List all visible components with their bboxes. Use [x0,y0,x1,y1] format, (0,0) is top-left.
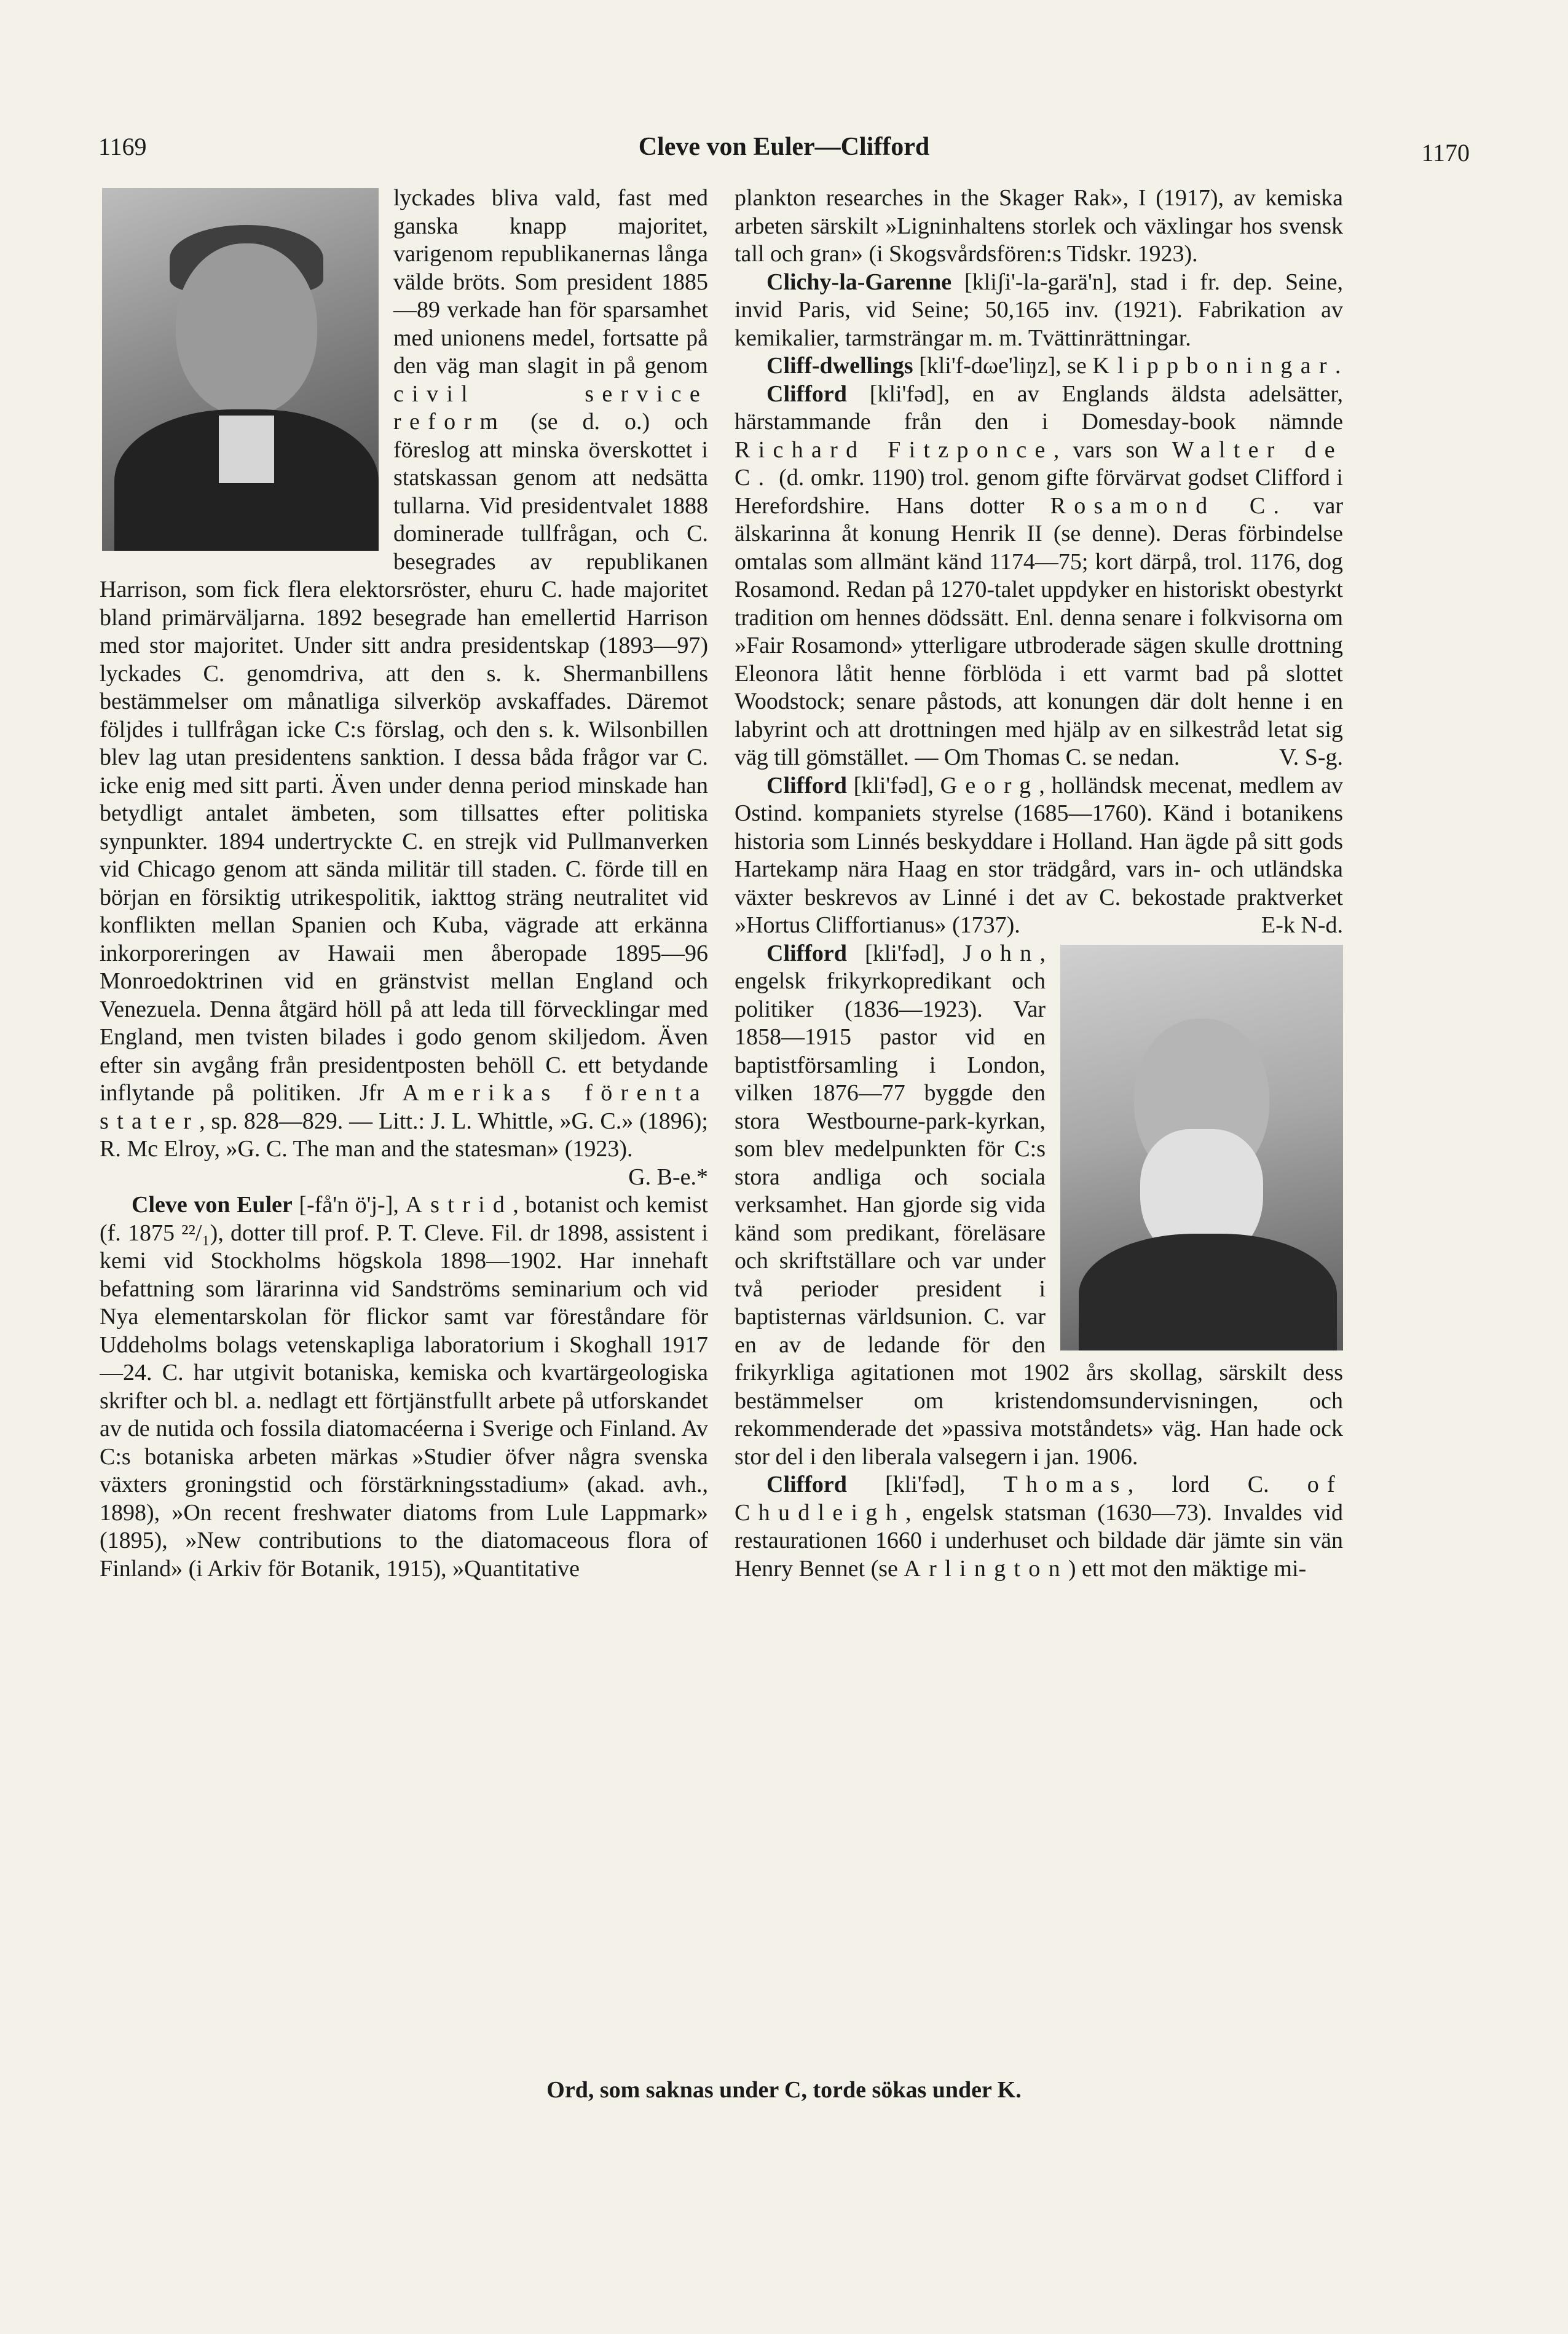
cleveland-article: lyckades bliva vald, fast med ganska knapp majoritet, varigenom republikanernas långa välde bröts. Som president 1885—89 verkade han för sparsamhet med unionens medel, fortsatte på den väg man slagit in på genom civil service reform (se d. o.) och föreslog att minska överskottet i statskassan genom att nedsätta tullarna. Vid presidentvalet 1888 dominerade tullfrågan, och C. besegrades av republikanen Harrison, som fick flera elektorsröster, ehuru C. hade majoritet bland primärväljarna. 1892 besegrade han emellertid Harrison med stor majoritet. Under sitt andra presidentskap (1893—97) lyckades C. genomdriva, att den s. k. Shermanbillens bestämmelser om månatliga silverköp avskaffades. Däremot följdes i tullfrågan icke C:s förslag, och den s. k. Wilsonbillen blev lag utan presidentens sanktion. I dessa båda frågor var C. icke enig med sitt parti. Även under denna period minskade han betydligt antalet ämbeten, som tillsattes efter politiska synpunkter. 1894 undertryckte C. en strejk vid Pullmanverken vid Chicago genom att sända militär till staden. C. förde till en början en försiktig utrikespolitik, iakttog sträng neutralitet vid konflikten mellan Spanien och Kuba, vägrade att erkänna inkorporeringen av Hawaii men åberopade 1895—96 Monroedoktrinen vid en gränstvist mellan England och Venezuela. Denna åtgärd höll på att leda till förvecklingar med England, men tvisten bilades i godo genom skiljedom. Även efter sin avgång från presidentposten behöll C. ett betydande inflytande på politiken. Jfr Amerikas förenta stater, sp. 828—829. — Litt.: J. L. Whittle, »G. C.» (1896); R. Mc Elroy, »G. C. The man and the statesman» (1923). G. B-e.* [100,184,708,1164]
entry-cleve-von-euler: Cleve von Euler [-få'n ö'j-], Astrid, botanist och kemist (f. 1875 ²²/₁), dotter till prof. P. T. Cleve. Fil. dr 1898, assistent i kemi vid Stockholms högskola 1898—1902. Har innehaft befattning som lärarinna vid Sandströms seminarium och vid Nya elementarskolan för flickor samt var föreståndare för Uddeholms bolags vetenskapliga laboratorium i Skoghall 1917—24. C. har utgivit botaniska, kemiska och kvartärgeologiska skrifter och bl. a. nedlagt ett förtjänstfullt arbete på utforskandet av de nutida och fossila diatomacéerna i Sverige och Finland. Av C:s botaniska arbeten märkas »Studier öfver några svenska växters groningstid och förstärkningsstadium» (akad. avh., 1898), »On recent freshwater diatoms from Lule Lappmark» (1895), »New contributions to the diatomaceous flora of Finland» (i Arkiv för Botanik, 1915), »Quantitative [100,1192,708,1582]
portrait-john-clifford [1060,945,1343,1350]
entry-headword: Clifford [766,1472,847,1497]
entry-cliff-dwellings: Cliff-dwellings [kli'f-dωe'liŋz], se Klippboningar. [766,353,1341,379]
portrait-cleveland [102,188,379,551]
entry-headword: Clifford [766,380,847,407]
left-column [100,184,708,2053]
entry-clichy: Clichy-la-Garenne [kliʃi'-la-garä'n], stad i fr. dep. Seine, invid Paris, vid Seine; 50,165 inv. (1921). Fabrikation av kemikalier, tarmsträngar m. m. Tvättinrättningar. [735,269,1343,351]
signature: E-k N-d. [1261,912,1343,938]
entry-headword: Cliff-dwellings [766,353,913,379]
entry-clifford-family: Clifford [kli'fəd], en av Englands äldsta adelsätter, härstammande från den i Domesday-book nämnde Richard Fitzponce, vars son Walter de C. (d. omkr. 1190) trol. genom gifte förvärvat godset Clifford i Herefordshire. Hans dotter Rosamond C. var älskarinna åt konung Henrik II (se denne). Deras förbindelse omtalas som allmänt känd 1174—75; kort därpå, trol. 1176, dog Rosamond. Redan på 1270-talet uppdyker en historiskt obestyrkt tradition om hennes dödssätt. Enl. denna senare i folkvisorna om »Fair Rosamond» ytterligare utbroderade sägen skulle drottning Eleonora låtit henne förblöda i ett varmt bad på slottet Woodstock; senare påstods, att konungen där dolt henne i en labyrint och att drottningen med hjälp av en silkestråd letat sig väg till gömstället. — Om Thomas C. se nedan. V. S-g. [735,380,1343,772]
entry-clifford-john: Clifford [kli'fəd], John, engelsk frikyrkopredikant och politiker (1836—1923). Var 1858—1915 pastor vid en baptistförsamling i London, vilken 1876—77 byggde den stora Westbourne-park-kyrkan, som blev medelpunkten för C:s stora andliga och sociala verksamhet. Han gjorde sig vida känd som predikant, föreläsare och skriftställare och var under två perioder president i baptisternas världsunion. C. var en av de ledande för den frikyrkliga agitationen mot 1902 års skollag, särskilt dess bestämmelser om kristendomsundervisningen, och rekommenderade det »passiva motståndets» väg. Han hade ock stor del i den liberala valsegern i jan. 1906. [735,940,1343,1470]
signature: G. B-e.* [628,1164,708,1190]
page-header [98,126,1470,175]
page-number-right: 1170 [1421,139,1470,167]
running-title: Cleve von Euler—Clifford [638,133,930,161]
signature: V. S-g. [1279,744,1343,770]
entry-headword: Clifford [766,940,847,966]
right-column [735,184,1343,2053]
entry-headword: Clifford [766,772,847,798]
entry-clifford-georg: Clifford [kli'fəd], Georg, holländsk mecenat, medlem av Ostind. kompaniets styrelse (1685—1760). Känd i botanikens historia som Linnés beskyddare i Holland. Han ägde på sitt gods Hartekamp nära Haag en stor trädgård, vars in- och utländska växter beskrevos av Linné i det av C. bekostade praktverket »Hortus Cliffortianus» (1737). E-k N-d. [735,772,1343,940]
entry-clifford-thomas: Clifford [kli'fəd], Thomas, lord C. of Chudleigh, engelsk statsman (1630—73). Invaldes vid restaurationen 1660 i underhuset och bildade där jämte sin vän Henry Bennet (se Arlington) ett mot den mäktige mi- [735,1472,1343,1582]
footer-note: Ord, som saknas under C, torde sökas under K. [546,2077,1022,2103]
continued-text: plankton researches in the Skager Rak», I (1917), av kemiska arbeten särskilt »Ligninhaltens storlek och växlingar hos svensk tall och gran» (i Skogsvårdsfören:s Tidskr. 1923). [735,185,1343,267]
entry-headword: Clichy-la-Garenne [766,269,952,295]
entry-headword: Cleve von Euler [132,1192,293,1218]
page-number-left: 1169 [98,133,147,160]
